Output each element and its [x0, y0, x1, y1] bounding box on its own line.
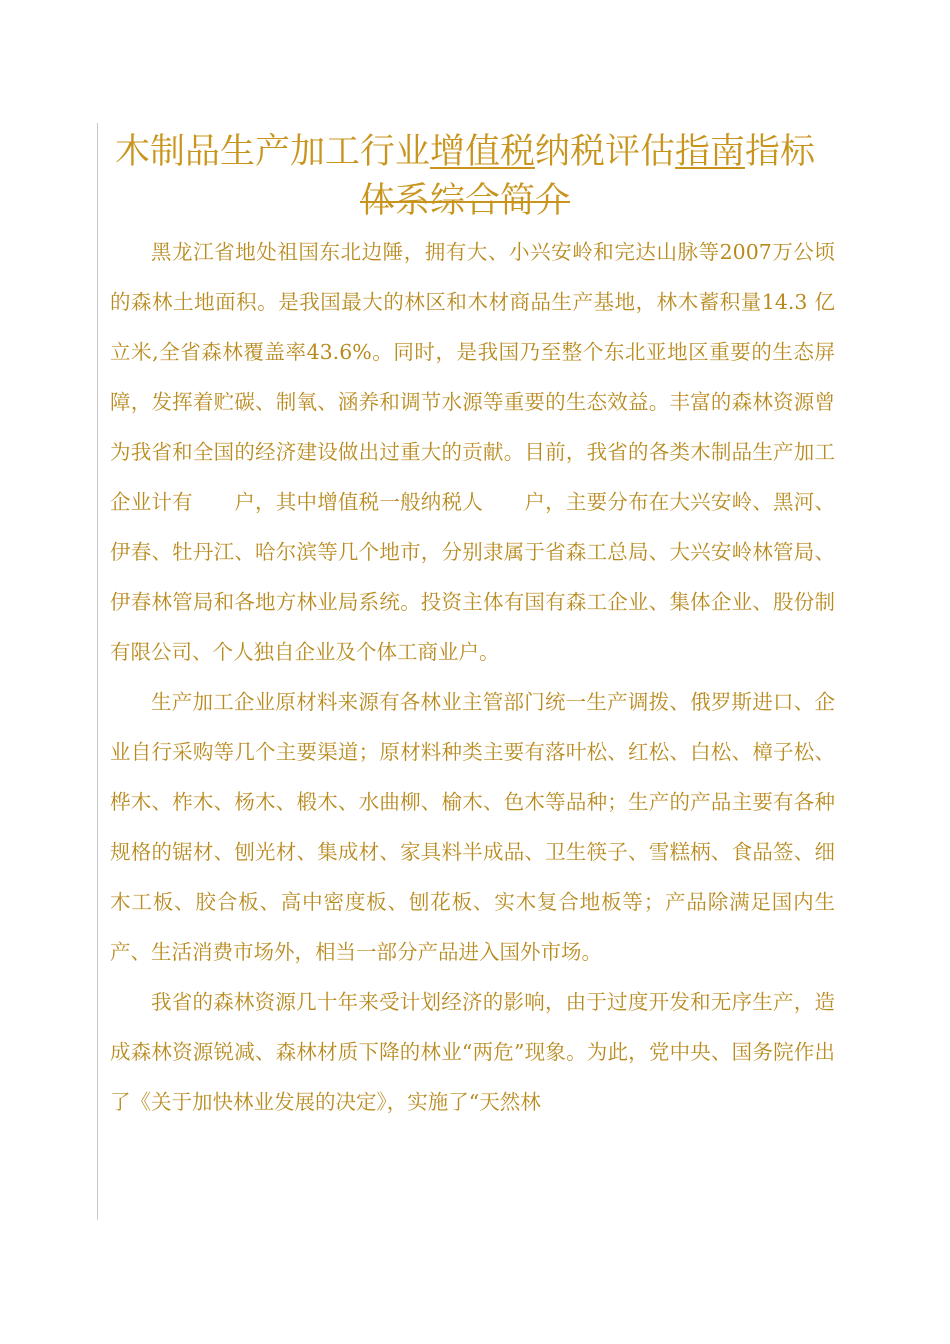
title-part-1: 木制品生产加工行业	[114, 132, 430, 172]
title-part-2: 增值税	[429, 132, 535, 172]
paragraph: 生产加工企业原材料来源有各林业主管部门统一生产调拨、俄罗斯进口、企业自行采购等几个主要渠道；原材料种类主要有落叶松、红松、白松、樟子松、桦木、柞木、杨木、椴木、水曲柳、榆木、色木等品种；生产的产品主要有各种规格的锯材、刨光材、集成材、家具料半成品、卫生筷子、雪糕柄、食品签、细木工板、胶合板、高中密度板、刨花板、实木复合地板等；产品除满足国内生产、生活消费市场外，相当一部分产品进入国外市场。	[110, 690, 835, 964]
document-body	[110, 227, 835, 1127]
margin-divider	[97, 123, 98, 1220]
title-part-4: 指南	[675, 132, 746, 172]
document-title	[100, 128, 830, 226]
title-part-3: 纳税评估	[534, 132, 675, 172]
title-part-6: 体系综合简介	[359, 181, 570, 221]
paragraph: 黑龙江省地处祖国东北边陲，拥有大、小兴安岭和完达山脉等2007万公顷的森林土地面积。是我国最大的林区和木材商品生产基地，林木蓄积量14.3 亿立米,全省森林覆盖率43.6%。同时，是我国乃至整个东北亚地区重要的生态屏障，发挥着贮碳、制氧、涵养和调节水源等重要的生态效益。丰富的森林资源曾为我省和全国的经济建设做出过重大的贡献。目前，我省的各类木制品生产加工企业计有 户，其中增值税一般纳税人 户，主要分布在大兴安岭、黑河、伊春、牡丹江、哈尔滨等几个地市，分别隶属于省森工总局、大兴安岭林管局、伊春林管局和各地方林业局系统。投资主体有国有森工企业、集体企业、股份制有限公司、个人独自企业及个体工商业户。	[110, 240, 835, 664]
title-part-5: 指标	[745, 132, 816, 172]
paragraph: 我省的森林资源几十年来受计划经济的影响，由于过度开发和无序生产，造成森林资源锐减、森林材质下降的林业“两危”现象。为此，党中央、国务院作出了《关于加快林业发展的决定》，实施了“天然林	[110, 990, 835, 1114]
